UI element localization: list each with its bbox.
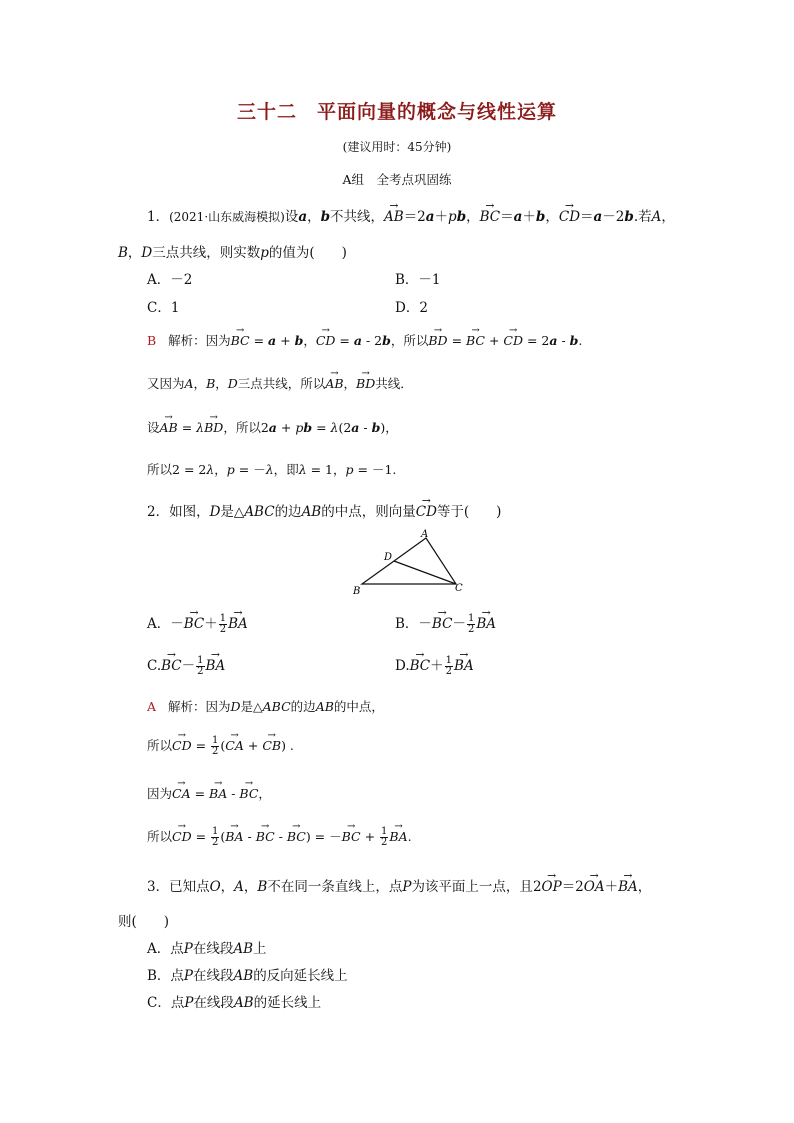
q1-solution-line-4: 所以2 = 2λ，p = －λ，即λ = 1，p = －1.	[147, 462, 397, 477]
q2-option-a: A．－→ BC＋ $\frac{1}{2}$ → BA	[147, 612, 248, 635]
q2-solution-line-1: A 解析：因为D是△ABC的边AB的中点，	[147, 699, 384, 714]
q1-option-a: A．－2	[147, 272, 193, 288]
label-b: B	[353, 586, 361, 597]
q3-option-b: B．点P在线段AB的反向延长线上	[147, 968, 348, 984]
q1-option-b: B．－1	[395, 272, 441, 288]
q2-solution-line-3: 因为→ CA = → BA - → BC，	[147, 784, 271, 802]
question-2-stem: 2．如图，D是△ABC的边AB的中点，则向量→ CD等于( )	[147, 500, 501, 520]
q1-solution-line-1: B 解析：因为→ BC = a + b，→ CD = a - 2b，所以→ BD = → BC + → CD = 2a - b.	[147, 331, 582, 349]
label-c: C	[455, 583, 463, 594]
q2-option-d: D.→ BC＋ $\frac{1}{2}$ → BA	[395, 654, 474, 677]
page-title: 三十二 平面向量的概念与线性运算	[236, 101, 557, 123]
question-1-line-1: 1．(2021·山东威海模拟)设a，b不共线，→ AB＝2a＋pb，→ BC＝a＋b，→ CD＝a－2b.若A，	[147, 205, 675, 225]
time-suggestion: (建议用时：45分钟)	[342, 140, 452, 154]
q1-solution-line-3: 设→ AB = λ→ BD，所以2a + pb = λ(2a - b)，	[147, 418, 398, 436]
label-d: D	[384, 552, 393, 563]
segment-cd	[394, 561, 456, 584]
triangle-figure	[350, 528, 470, 600]
q2-solution-line-4: 所以→ CD = $\frac{1}{2}$ (→ BA - → BC - → BC) = －→ BC + $\frac{1}{2}$ → BA.	[147, 827, 412, 848]
question-3-line-1: 3．已知点O，A，B不在同一条直线上，点P为该平面上一点，且2→ OP＝2→ OA＋→ BA，	[147, 875, 651, 895]
q2-solution-line-2: 所以→ CD = $\frac{1}{2}$ (→ CA + → CB) .	[147, 736, 294, 757]
q1-answer: B	[147, 333, 157, 348]
q3-option-c: C．点P在线段AB的延长线上	[147, 995, 322, 1011]
q2-option-b: B．－→ BC－ $\frac{1}{2}$ → BA	[395, 612, 496, 635]
label-a: A	[421, 529, 429, 540]
q2-option-c: C.→ BC－ $\frac{1}{2}$ → BA	[147, 654, 225, 677]
q2-answer: A	[147, 699, 157, 714]
triangle-abc	[362, 538, 456, 584]
question-1-line-2: B，D三点共线，则实数p的值为( )	[118, 245, 347, 261]
q1-option-c: C．1	[147, 300, 180, 316]
q1-solution-line-2: 又因为A，B，D三点共线，所以→ AB，→ BD共线．	[147, 374, 413, 392]
q3-option-a: A．点P在线段AB上	[147, 941, 267, 957]
q1-option-d: D．2	[395, 300, 428, 316]
section-heading: A组 全考点巩固练	[342, 172, 452, 187]
question-3-line-2: 则( )	[118, 914, 170, 930]
